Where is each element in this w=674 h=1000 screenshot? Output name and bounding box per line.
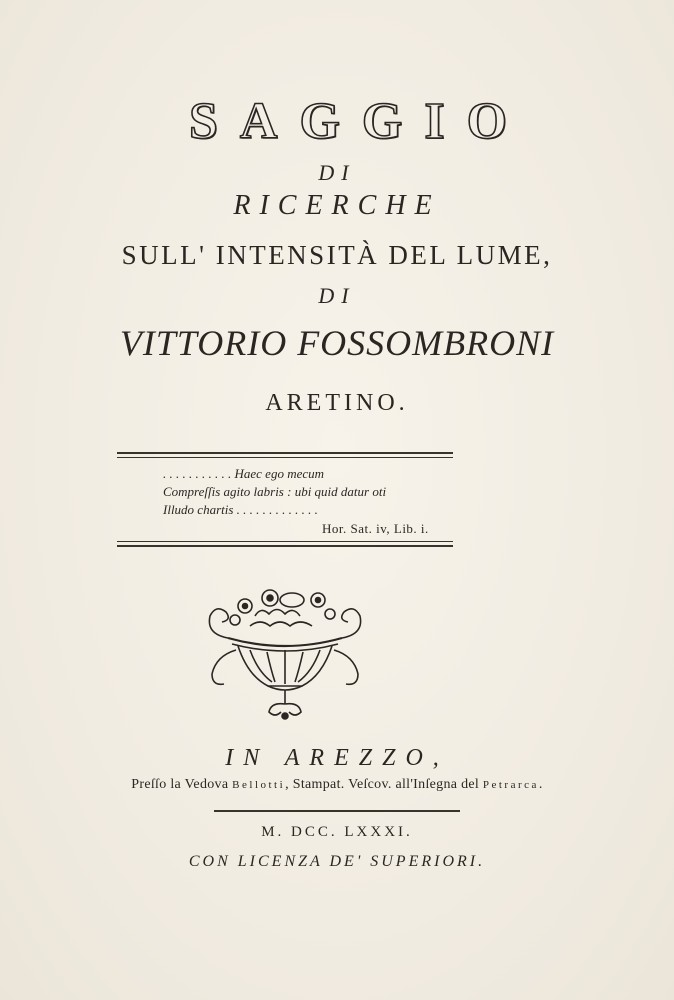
top-rule [117, 452, 453, 454]
printer-name: Bellotti [232, 779, 286, 791]
printer-text-a: Preſſo la Vedova [131, 777, 233, 792]
top-rule-thin [117, 457, 453, 458]
imprint-place: IN AREZZO, [225, 745, 449, 771]
bottom-rule-thin [117, 541, 453, 542]
subtitle-line-1: RICERCHE [233, 190, 441, 221]
author-name: VITTORIO FOSSOMBRONI [119, 323, 555, 363]
imprint-rule [214, 810, 460, 812]
printer-sign: Petrarca [482, 779, 539, 791]
printer-text-b: , Stampat. Veſcov. all'Inſegna del [285, 777, 483, 792]
book-title: SAGGIO [188, 93, 530, 150]
flower-basket-ornament-icon [200, 586, 370, 721]
bottom-rule [117, 545, 453, 547]
epigraph-line-3: Illudo chartis . . . . . . . . . . . . . [163, 502, 318, 517]
by-word-2: DI [318, 283, 356, 308]
epigraph-line-1: . . . . . . . . . . . Haec ego mecum [163, 466, 325, 481]
imprint-date: M. DCC. LXXXI. [261, 824, 413, 840]
subtitle-line-2: SULL' INTENSITÀ DEL LUME, [121, 240, 553, 270]
by-word-1: DI [318, 160, 356, 185]
epigraph-line-2: Compreſſis agito labris : ubi quid datur oti [163, 484, 387, 499]
printer-text-c: . [538, 777, 543, 792]
imprint-printer [0, 777, 674, 793]
epigraph-citation: Hor. Sat. iv, Lib. i. [322, 521, 429, 536]
imprint-license: CON LICENZA DE' SUPERIORI. [188, 853, 486, 870]
author-origin: ARETINO. [265, 390, 409, 416]
